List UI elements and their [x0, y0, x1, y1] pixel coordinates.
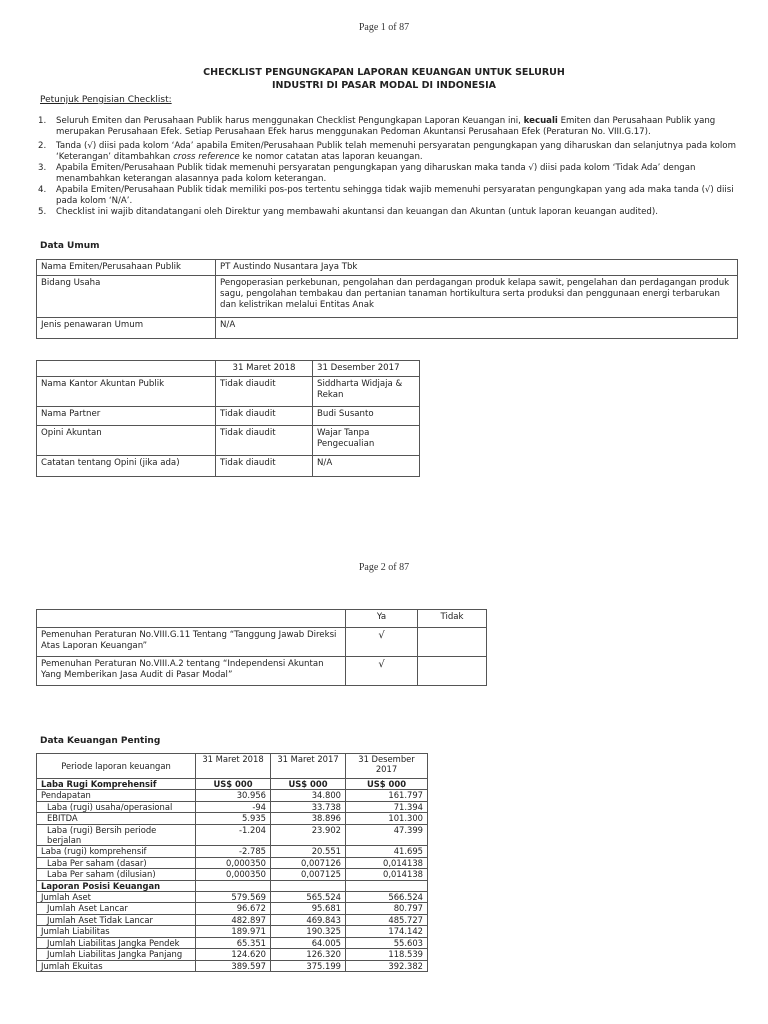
table-header-cell: Ya [346, 610, 418, 628]
table-row [37, 260, 738, 276]
table-cell-value [196, 880, 271, 891]
table-cell-value: -2.785 [196, 846, 271, 857]
table-cell-value: 33.738 [271, 801, 346, 812]
table-cell-label: Laba (rugi) komprehensif [37, 846, 196, 857]
table-row [37, 949, 428, 960]
table-cell-value: Tidak diaudit [216, 377, 313, 407]
table-cell-value: 0,007126 [271, 857, 346, 868]
table-cell-value [418, 628, 487, 657]
instruction-number: 4. [38, 185, 47, 195]
instruction-number: 2. [38, 141, 47, 151]
table-cell-value: -1.204 [196, 824, 271, 846]
instruction-italic: cross reference [173, 152, 240, 162]
table-cell-label: Bidang Usaha [37, 276, 216, 318]
table-cell-label: Laba (rugi) usaha/operasional [37, 801, 196, 812]
instruction-number: 3. [38, 163, 47, 173]
table-cell-value: 0,000350 [196, 869, 271, 880]
check-mark: √ [346, 657, 418, 686]
table-blank [487, 628, 740, 657]
table-cell-label: Laporan Posisi Keuangan [37, 880, 196, 891]
table-cell-value: 174.142 [346, 926, 428, 937]
table-cell-value: 5.935 [196, 813, 271, 824]
table-cell-value: 38.896 [271, 813, 346, 824]
table-cell-value: 71.394 [346, 801, 428, 812]
table-cell-label: Jumlah Ekuitas [37, 960, 196, 971]
table-cell-value: 118.539 [346, 949, 428, 960]
table-cell-value: 55.603 [346, 937, 428, 948]
table-cell-label: Jumlah Aset [37, 892, 196, 903]
table-cell-value: 101.300 [346, 813, 428, 824]
table-header-cell: 31 Maret 2018 [216, 361, 313, 377]
table-cell-value: 30.956 [196, 790, 271, 801]
table-row [37, 628, 740, 657]
page-number-2: Page 2 of 87 [358, 562, 410, 573]
table-row [37, 824, 428, 846]
title-line-1: CHECKLIST PENGUNGKAPAN LAPORAN KEUANGAN UNTUK SELURUH [203, 67, 565, 78]
table-cell-value: 389.597 [196, 960, 271, 971]
instructions-list [38, 116, 738, 218]
table-cell-value: 95.681 [271, 903, 346, 914]
table-cell-value: 392.382 [346, 960, 428, 971]
table-cell-label: EBITDA [37, 813, 196, 824]
table-row [37, 880, 428, 891]
table-cell-label: Laba Per saham (dasar) [37, 857, 196, 868]
table-cell-value: Wajar Tanpa Pengecualian [313, 426, 420, 456]
table-cell-value: 41.695 [346, 846, 428, 857]
table-cell-label: Laba Per saham (dilusian) [37, 869, 196, 880]
title-line-2: INDUSTRI DI PASAR MODAL DI INDONESIA [271, 80, 497, 91]
table-cell-label: Jumlah Liabilitas Jangka Panjang [37, 949, 196, 960]
table-cell-value: 0,014138 [346, 869, 428, 880]
table-header-cell: 31 Desember 2017 [313, 361, 420, 377]
table-cell-value: 189.971 [196, 926, 271, 937]
table-cell-label: Laba Rugi Komprehensif [37, 779, 196, 790]
table-row [37, 892, 428, 903]
table-cell-value: 20.551 [271, 846, 346, 857]
instruction-item [38, 185, 738, 207]
table-row [37, 779, 428, 790]
instruction-text: Checklist ini wajib ditandatangani oleh Direktur yang membawahi akuntansi dan keuangan dan Akuntan (untuk laporan keuangan audited). [56, 207, 658, 217]
table-row [37, 377, 420, 407]
table-cell-value [418, 657, 487, 686]
table-cell-value: Tidak diaudit [216, 456, 313, 477]
table-cell-value: US$ 000 [346, 779, 428, 790]
table-cell-value [271, 880, 346, 891]
table-row [37, 790, 428, 801]
table-cell-value: N/A [313, 456, 420, 477]
table-header-cell: Periode laporan keuangan [37, 754, 196, 779]
table-row [37, 657, 740, 686]
instruction-item [38, 141, 738, 163]
instruction-text: Seluruh Emiten dan Perusahaan Publik harus menggunakan Checklist Pengungkapan Laporan Keuangan ini, [56, 116, 524, 126]
table-cell-label: Pemenuhan Peraturan No.VIII.A.2 tentang “Independensi Akuntan Yang Memberikan Jasa Audit di Pasar Modal” [37, 657, 346, 686]
compliance-table [36, 609, 739, 686]
table-cell-value: 65.351 [196, 937, 271, 948]
table-header-cell: 31 Maret 2017 [271, 754, 346, 779]
instruction-item [38, 207, 738, 218]
table-cell-label: Pendapatan [37, 790, 196, 801]
table-header-cell [37, 361, 216, 377]
table-cell-value: 0,000350 [196, 857, 271, 868]
table-cell-label: Nama Kantor Akuntan Publik [37, 377, 216, 407]
table-cell-value: 0,007125 [271, 869, 346, 880]
table-cell-value: 565.524 [271, 892, 346, 903]
table-row [37, 937, 428, 948]
keu-heading: Data Keuangan Penting [40, 736, 161, 746]
table-row [37, 426, 420, 456]
table-row [37, 407, 420, 426]
instruction-number: 5. [38, 207, 47, 217]
instruction-text: Emiten dan Perusahaan Publik yang merupakan Perusahaan Efek. Setiap Perusahaan Efek harus menggunakan Pedoman Akuntansi Perusahaan Efek (Peraturan No. VIII.G.17). [56, 116, 716, 137]
table-row [37, 926, 428, 937]
table-cell-value: 47.399 [346, 824, 428, 846]
table-cell-value: 0,014138 [346, 857, 428, 868]
data-umum-heading: Data Umum [40, 241, 100, 251]
table-cell-value: 375.199 [271, 960, 346, 971]
table-row [37, 869, 428, 880]
table-row [37, 960, 428, 971]
table-cell-value: Siddharta Widjaja & Rekan [313, 377, 420, 407]
table-row [37, 813, 428, 824]
table-row [37, 857, 428, 868]
table-cell-value: N/A [216, 318, 738, 339]
table-cell-value: 161.797 [346, 790, 428, 801]
table-cell-value: Budi Susanto [313, 407, 420, 426]
table-cell-value: PT Austindo Nusantara Jaya Tbk [216, 260, 738, 276]
table-cell-value: -94 [196, 801, 271, 812]
instruction-text: Apabila Emiten/Perusahaan Publik tidak memenuhi persyaratan pengungkapan yang diharuskan maka tanda √) diisi pada kolom ‘Tidak Ada’ dengan menambahkan keterangan alasannya pada kolom keterangan. [56, 163, 696, 184]
table-cell-value: 34.800 [271, 790, 346, 801]
table-cell-value: Tidak diaudit [216, 407, 313, 426]
table-cell-value: 23.902 [271, 824, 346, 846]
table-row [37, 456, 420, 477]
instruction-text: ke nomor catatan atas laporan keuangan. [239, 152, 423, 162]
check-mark: √ [346, 628, 418, 657]
table-blank [487, 657, 740, 686]
table-cell-value: US$ 000 [271, 779, 346, 790]
instructions-heading: Petunjuk Pengisian Checklist: [40, 95, 172, 105]
table-cell-value: 469.843 [271, 914, 346, 925]
table-cell-value: Pengoperasian perkebunan, pengolahan dan perdagangan produk kelapa sawit, pengelahan dan perdagangan produk sagu, pengolahan tembakau dan pertanian tanaman hortikultura serta produksi dan penggunaan energi terbarukan dan kelistrikan melalui Entitas Anak [216, 276, 738, 318]
instruction-item [38, 163, 738, 185]
table-cell-label: Jumlah Aset Lancar [37, 903, 196, 914]
table-row [37, 318, 738, 339]
table-header-cell: 31 Maret 2018 [196, 754, 271, 779]
table-row [37, 914, 428, 925]
table-cell-label: Catatan tentang Opini (jika ada) [37, 456, 216, 477]
table-header-cell: Tidak [418, 610, 487, 628]
table-header-cell: 31 Desember 2017 [346, 754, 428, 779]
financial-table-body [37, 779, 428, 972]
table-cell-value [346, 880, 428, 891]
table-header-row [37, 361, 420, 377]
table-cell-value: 96.672 [196, 903, 271, 914]
table-cell-label: Laba (rugi) Bersih periode berjalan [37, 824, 196, 846]
table-cell-label: Jumlah Liabilitas [37, 926, 196, 937]
table-cell-value: 190.325 [271, 926, 346, 937]
kap-table [36, 360, 420, 477]
table-cell-label: Jumlah Liabilitas Jangka Pendek [37, 937, 196, 948]
table-row [37, 846, 428, 857]
table-cell-label: Pemenuhan Peraturan No.VIII.G.11 Tentang “Tanggung Jawab Direksi Atas Laporan Keuangan” [37, 628, 346, 657]
table-cell-value: 64.005 [271, 937, 346, 948]
table-header-row [37, 754, 428, 779]
instruction-text: Apabila Emiten/Perusahaan Publik tidak memiliki pos-pos tertentu sehingga tidak wajib memenuhi persyaratan pengungkapan yang ada maka tanda (√) diisi pada kolom ‘N/A’. [56, 185, 734, 206]
table-header-cell [37, 610, 346, 628]
table-row [37, 903, 428, 914]
table-cell-value: US$ 000 [196, 779, 271, 790]
table-blank [487, 610, 740, 628]
table-cell-value: 482.897 [196, 914, 271, 925]
financial-table [36, 753, 428, 972]
table-cell-label: Jenis penawaran Umum [37, 318, 216, 339]
table-cell-label: Jumlah Aset Tidak Lancar [37, 914, 196, 925]
table-cell-value: 126.320 [271, 949, 346, 960]
table-cell-label: Nama Partner [37, 407, 216, 426]
instruction-bold: kecuali [523, 116, 558, 126]
table-row [37, 801, 428, 812]
instruction-text: Tanda (√) diisi pada kolom ‘Ada’ apabila Emiten/Perusahaan Publik telah memenuhi persyaratan pengungkapan yang diharuskan dan selanjutnya pada kolom ‘Keterangan’ ditambahkan [56, 141, 736, 162]
table-cell-value: 80.797 [346, 903, 428, 914]
page-number-1: Page 1 of 87 [358, 22, 410, 33]
table-row [37, 276, 738, 318]
table-cell-value: 579.569 [196, 892, 271, 903]
table-cell-value: 124.620 [196, 949, 271, 960]
document-title [0, 66, 768, 92]
table-cell-value: 566.524 [346, 892, 428, 903]
table-cell-label: Opini Akuntan [37, 426, 216, 456]
table-cell-value: 485.727 [346, 914, 428, 925]
instruction-number: 1. [38, 116, 47, 126]
table-cell-value: Tidak diaudit [216, 426, 313, 456]
data-umum-table [36, 259, 738, 339]
table-header-row [37, 610, 740, 628]
instruction-item [38, 116, 738, 138]
table-cell-label: Nama Emiten/Perusahaan Publik [37, 260, 216, 276]
